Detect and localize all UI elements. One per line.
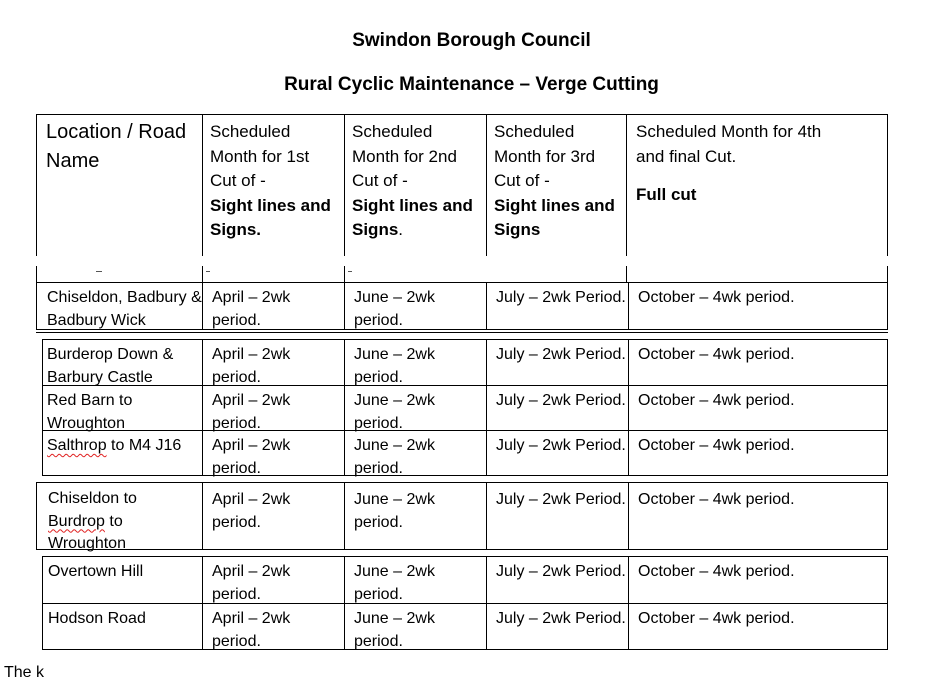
footer-text: The k [4,664,45,681]
document-title: Swindon Borough Council [352,30,591,51]
header-third-cut-bold: Sight lines and Signs [494,195,615,239]
page-break-fragment [36,266,888,282]
cell-third-cut: July – 2wk Period. [496,437,626,454]
cell-fourth-cut: October – 4wk period. [638,491,795,508]
table-row [36,483,888,552]
cell-location [39,483,179,552]
cell-fourth-cut: October – 4wk period. [638,563,795,580]
table-row [36,604,888,649]
cell-second-cut: June – 2wk period. [354,610,435,650]
header-second-cut-bold: Sight lines and Signs [352,195,473,239]
table-row [36,557,888,603]
cell-second-cut: June – 2wk period. [354,437,435,477]
table-row [36,386,888,430]
cell-location [38,431,202,475]
cell-first-cut: April – 2wk period. [212,437,291,477]
cell-fourth-cut: October – 4wk period. [638,346,795,363]
table-row [36,431,888,475]
cell-third-cut: July – 2wk Period. [496,610,626,627]
cell-third-cut: July – 2wk Period. [496,346,626,363]
header-fourth-cut-bold: Full cut [636,185,697,204]
table-row [36,340,888,385]
cell-first-cut: April – 2wk period. [212,346,291,386]
header-location: Location / Road Name [46,121,187,172]
cell-location: Hodson Road [48,610,146,627]
header-second-cut-label: Scheduled Month for 2nd Cut of - [352,122,457,190]
header-third-cut [494,120,624,243]
cell-second-cut: June – 2wk period. [354,491,435,531]
header-second-cut [352,120,484,243]
cell-location: Chiseldon, Badbury & Badbury Wick [47,289,202,329]
cell-location: Overtown Hill [48,563,144,580]
spellcheck-word: Salthrop [47,437,107,454]
cell-location-pre: Chiseldon to [48,490,137,507]
cell-second-cut: June – 2wk period. [354,346,435,386]
cell-location: Red Barn to Wroughton [47,392,133,432]
cell-fourth-cut: October – 4wk period. [638,392,795,409]
cell-third-cut: July – 2wk Period. [496,289,626,306]
table-row [36,283,888,329]
header-third-cut-label: Scheduled Month for 3rd Cut of - [494,122,596,190]
cell-first-cut: April – 2wk period. [212,289,291,329]
header-first-cut-label: Scheduled Month for 1st Cut of - [210,122,310,190]
cell-second-cut: June – 2wk period. [354,289,435,329]
cell-second-cut: June – 2wk period. [354,563,435,603]
cell-first-cut: April – 2wk period. [212,610,291,650]
cell-third-cut: July – 2wk Period. [496,392,626,409]
cell-fourth-cut: October – 4wk period. [638,289,795,306]
header-first-cut [210,120,340,243]
header-fourth-cut [636,120,836,208]
cell-third-cut: July – 2wk Period. [496,563,626,580]
header-fourth-cut-label: Scheduled Month for 4th and final Cut. [636,122,822,166]
header-second-cut-tail: . [398,220,404,239]
cell-location-rest: to Wroughton [48,512,126,552]
cell-fourth-cut: October – 4wk period. [638,610,795,627]
cell-first-cut: April – 2wk period. [212,491,291,531]
cell-first-cut: April – 2wk period. [212,563,291,603]
cell-second-cut: June – 2wk period. [354,392,435,432]
cell-location-rest: to M4 J16 [106,437,182,454]
cell-location: Burderop Down & Barbury Castle [47,346,174,386]
document-subtitle: Rural Cyclic Maintenance – Verge Cutting [284,74,659,95]
header-first-cut-bold: Sight lines and Signs. [210,195,331,239]
table-header [36,114,888,256]
cell-fourth-cut: October – 4wk period. [638,437,795,454]
cell-third-cut: July – 2wk Period. [496,491,626,508]
cell-first-cut: April – 2wk period. [212,392,291,432]
spellcheck-word: Burdrop [48,512,105,530]
